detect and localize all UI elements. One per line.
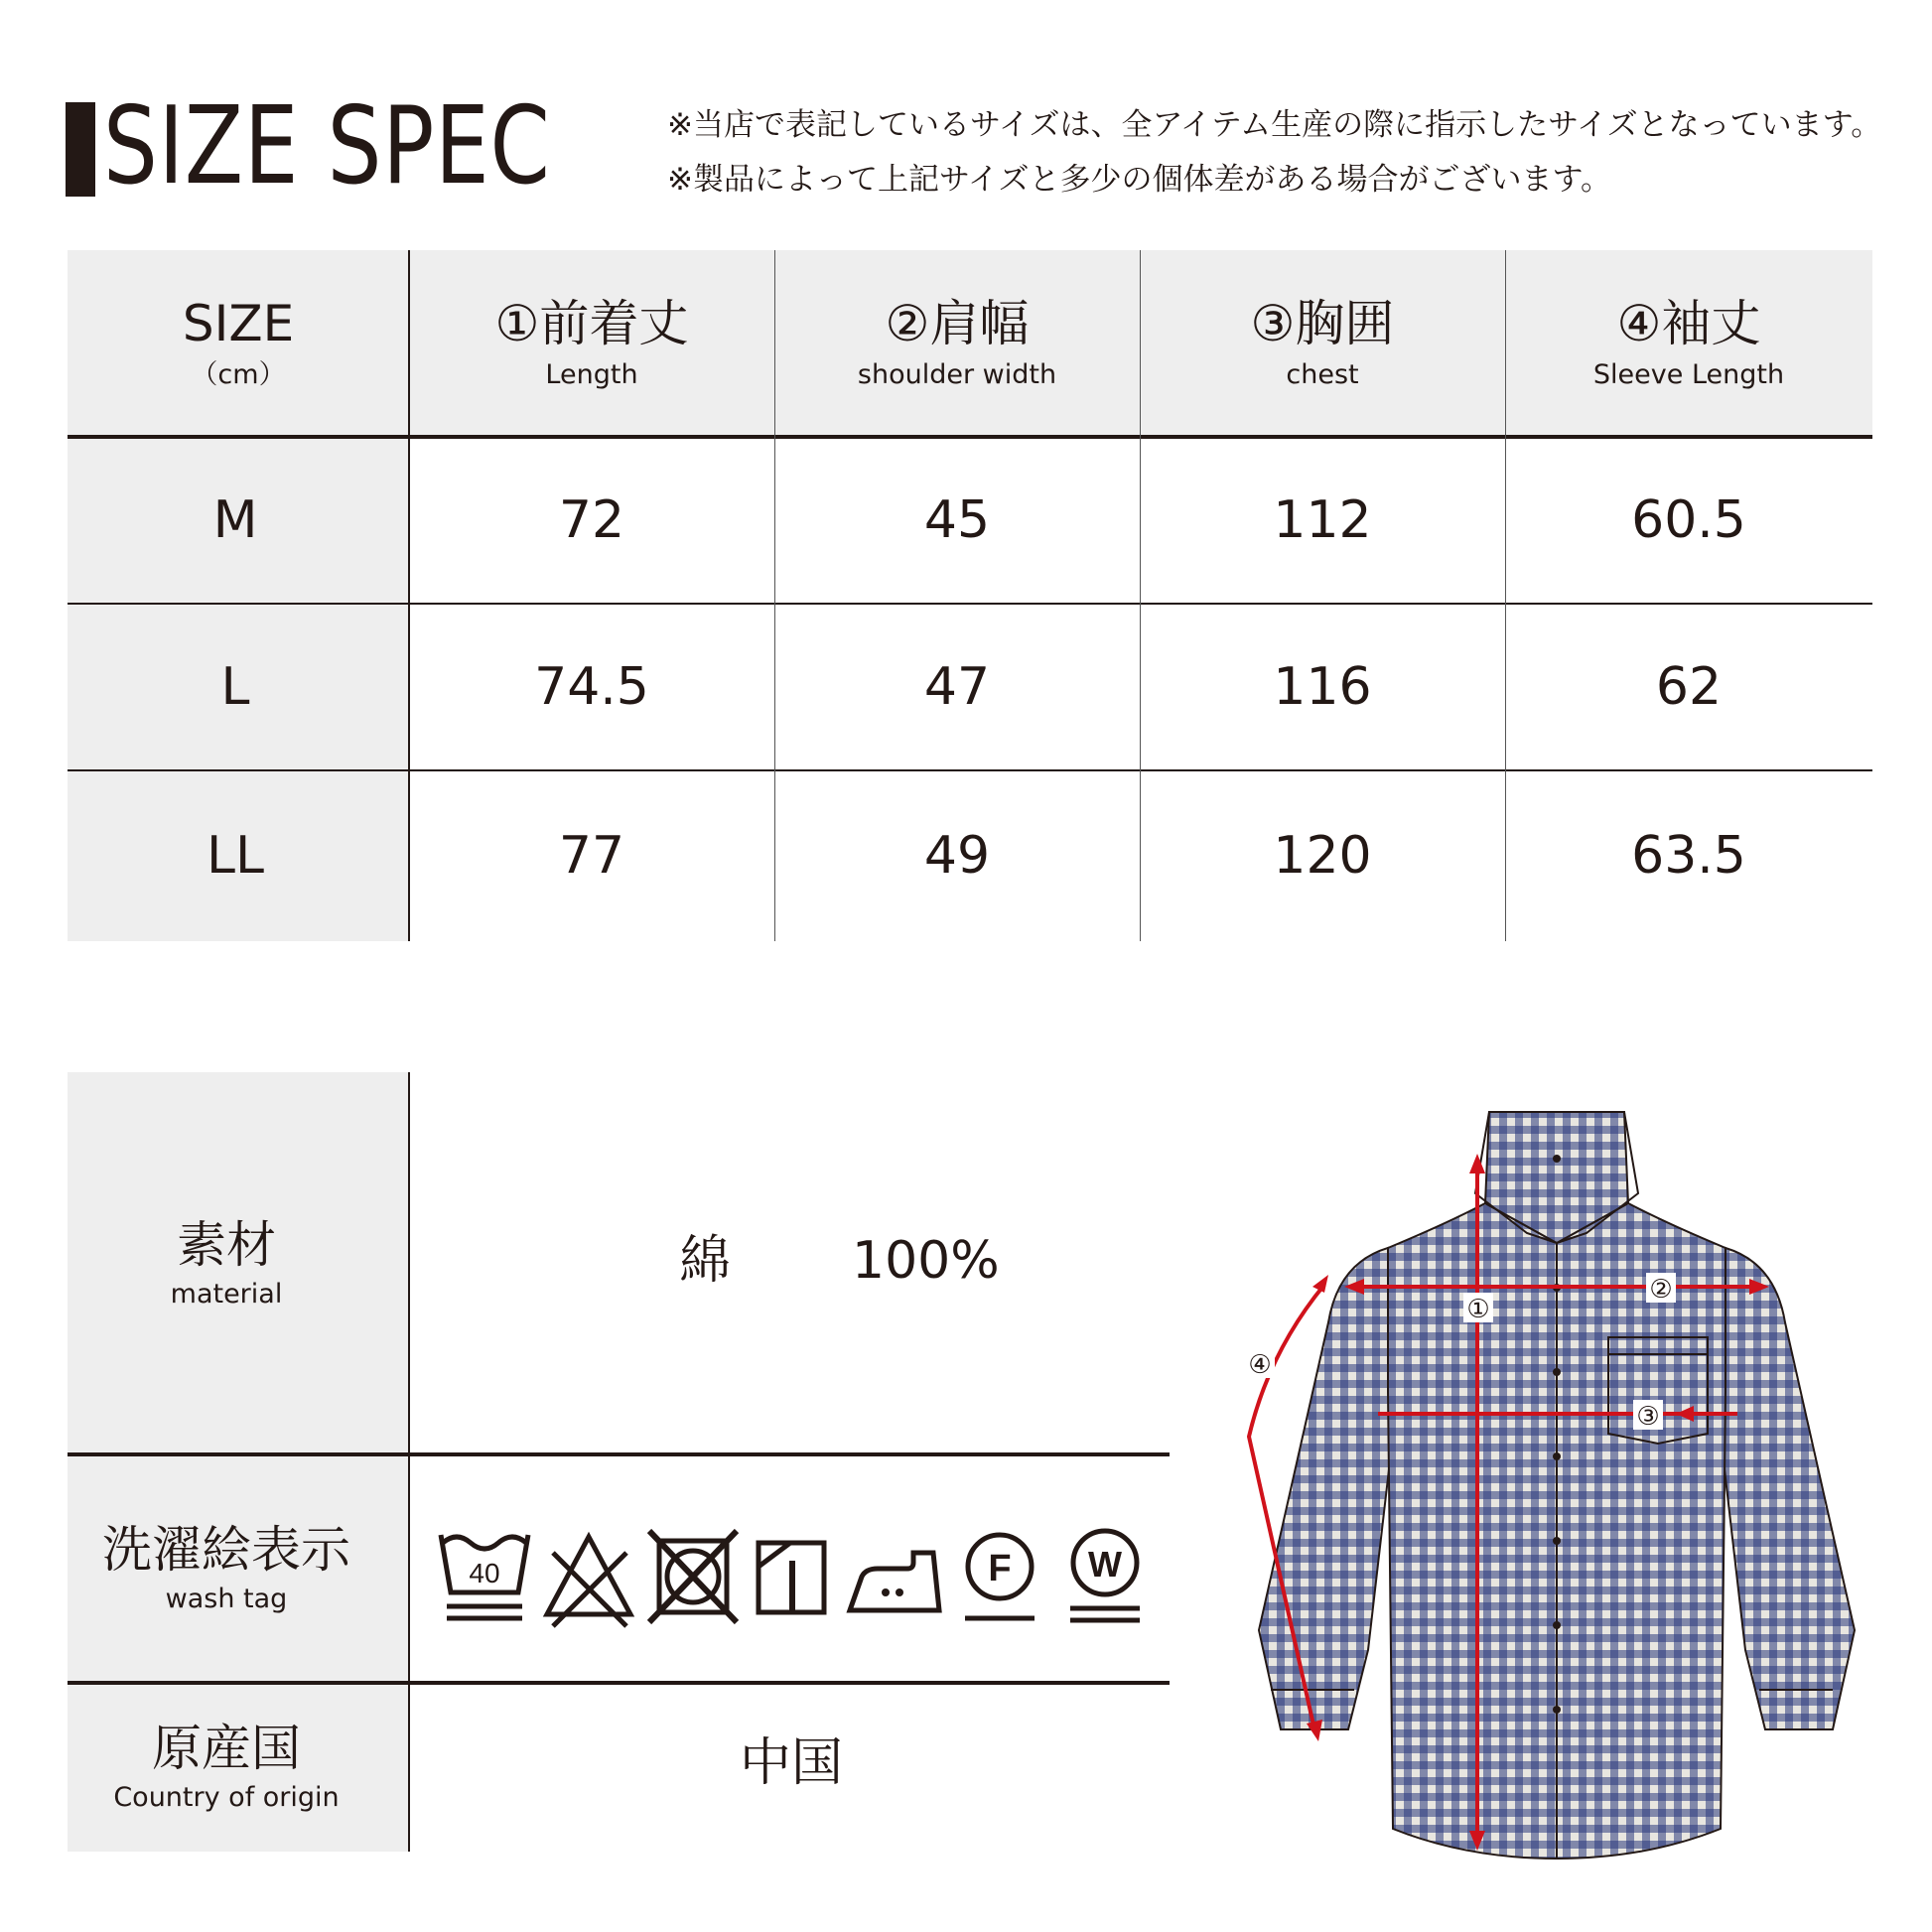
wash-40-tub-icon	[437, 1523, 532, 1632]
material-label-sub: material	[170, 1278, 283, 1310]
origin-label-sub: Country of origin	[113, 1782, 340, 1813]
no-bleach-icon	[541, 1523, 636, 1632]
origin-label-main: 原産国	[152, 1720, 301, 1777]
wash-temp-text: 40	[469, 1558, 500, 1588]
header-chest-label: ③胸囲	[1250, 295, 1395, 352]
material-label-main: 素材	[177, 1215, 276, 1274]
column-divider	[774, 250, 775, 941]
header-size-label: SIZE	[182, 295, 295, 352]
header-length-label: ①前着丈	[494, 295, 689, 352]
length-cell: 72	[558, 490, 625, 550]
header-sleeve-sub: Sleeve Length	[1592, 359, 1785, 390]
header-length	[409, 250, 774, 437]
shoulder-cell: 45	[923, 490, 991, 550]
measure-label-1: ①	[1466, 1295, 1490, 1324]
header-shoulder	[774, 250, 1140, 437]
row-divider	[68, 603, 1872, 605]
chest-cell: 116	[1273, 657, 1372, 717]
column-divider	[408, 1072, 410, 1852]
row-divider	[68, 1452, 1170, 1456]
column-divider	[1140, 250, 1141, 941]
origin-label	[68, 1683, 385, 1852]
size-cell: M	[212, 490, 258, 550]
right-sleeve	[1716, 1248, 1855, 1729]
size-note-2: ※製品によって上記サイズと多少の個体差がある場合がございます。	[667, 162, 1612, 198]
sleeve-cell: 62	[1655, 657, 1723, 717]
header-size	[68, 250, 409, 437]
origin-value: 中国	[740, 1733, 844, 1793]
left-sleeve	[1259, 1248, 1398, 1729]
measure-label-2: ②	[1649, 1275, 1673, 1305]
dry-clean-letter: F	[988, 1548, 1012, 1589]
shoulder-cell: 49	[923, 826, 991, 886]
row-divider	[68, 1681, 1170, 1685]
title-accent-bar	[66, 102, 95, 197]
dry-clean-f-icon	[955, 1523, 1044, 1632]
header-chest	[1140, 250, 1505, 437]
header-sleeve	[1505, 250, 1872, 437]
chest-cell: 120	[1273, 826, 1372, 886]
chest-cell: 112	[1273, 490, 1372, 550]
header-sleeve-label: ④袖丈	[1616, 295, 1761, 352]
sleeve-cell: 63.5	[1631, 826, 1746, 886]
fabric-name: 綿	[679, 1231, 732, 1291]
fabric-percent: 100%	[852, 1231, 1000, 1291]
wet-clean-w-icon	[1060, 1523, 1150, 1632]
size-note-1: ※当店で表記しているサイズは、全アイテム生産の際に指示したサイズとなっています。	[667, 107, 1882, 143]
header-shoulder-label: ②肩幅	[885, 295, 1030, 352]
no-tumble-dry-icon	[645, 1523, 741, 1632]
line-dry-shade-icon	[753, 1523, 832, 1632]
wash-label-sub: wash tag	[165, 1584, 288, 1614]
size-table	[68, 250, 1872, 941]
header-shoulder-sub: shoulder width	[857, 359, 1057, 390]
header-divider	[68, 435, 1872, 439]
row-divider	[68, 769, 1872, 771]
column-divider	[408, 250, 410, 941]
length-cell: 77	[558, 826, 625, 886]
column-divider	[1505, 250, 1506, 941]
header-chest-sub: chest	[1286, 359, 1359, 390]
material-table	[68, 1072, 1170, 1852]
measure-label-3: ③	[1636, 1402, 1660, 1432]
wash-tag-icons	[437, 1523, 1162, 1662]
measure-label-4: ④	[1248, 1350, 1272, 1380]
header-length-sub: Length	[545, 359, 638, 390]
wash-label-main: 洗濯絵表示	[102, 1521, 350, 1579]
sleeve-cell: 60.5	[1631, 490, 1746, 550]
wet-clean-letter: W	[1088, 1544, 1122, 1585]
size-cell: LL	[207, 826, 264, 886]
size-cell: L	[220, 657, 250, 717]
length-cell: 74.5	[534, 657, 649, 717]
wash-label	[68, 1454, 385, 1683]
page-title: SIZE SPEC	[103, 84, 551, 208]
shirt-measurement-diagram	[1229, 1094, 1884, 1868]
iron-low-icon	[844, 1523, 943, 1632]
shoulder-cell: 47	[923, 657, 991, 717]
header-size-unit: （cm）	[191, 359, 286, 390]
material-label	[68, 1072, 385, 1454]
